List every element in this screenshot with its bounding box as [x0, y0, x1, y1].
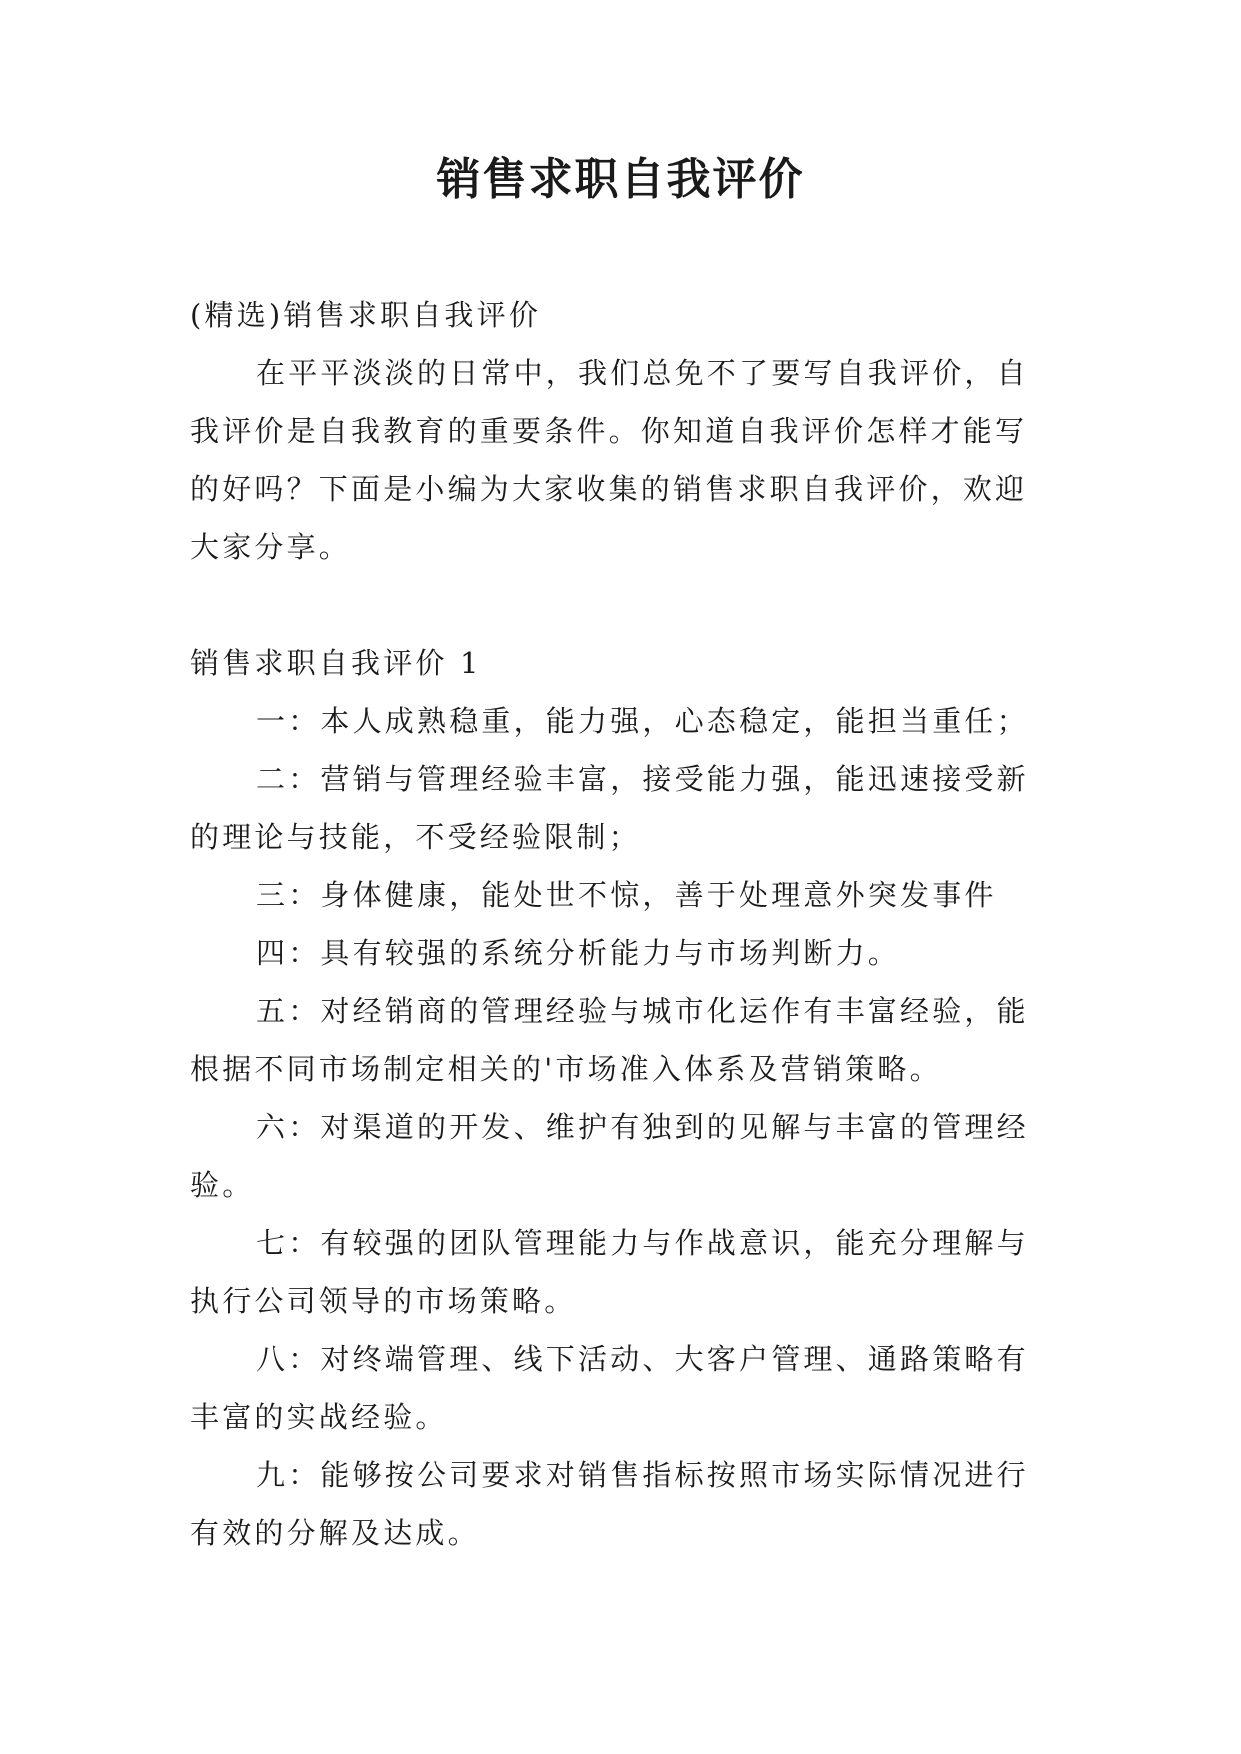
list-item-9: 九：能够按公司要求对销售指标按照市场实际情况进行有效的分解及达成。 [190, 1458, 1029, 1550]
document-subtitle: (精选)销售求职自我评价 [190, 298, 542, 332]
list-item-4: 四：具有较强的系统分析能力与市场判断力。 [256, 936, 901, 970]
paragraph-spacer [190, 576, 1050, 634]
section-heading: 销售求职自我评价 1 [190, 646, 482, 680]
intro-paragraph: 在平平淡淡的日常中，我们总免不了要写自我评价，自我评价是自我教育的重要条件。你知道自我评价怎样才能写的好吗？下面是小编为大家收集的销售求职自我评价，欢迎大家分享。 [190, 356, 1029, 564]
document-body [190, 286, 1050, 1562]
list-item-8: 八：对终端管理、线下活动、大客户管理、通路策略有丰富的实战经验。 [190, 1342, 1029, 1434]
list-item-2: 二：营销与管理经验丰富，接受能力强，能迅速接受新的理论与技能，不受经验限制； [190, 762, 1029, 854]
list-item-6: 六：对渠道的开发、维护有独到的见解与丰富的管理经验。 [190, 1110, 1029, 1202]
list-item-3: 三：身体健康，能处世不惊，善于处理意外突发事件 [256, 878, 997, 912]
list-item-7: 七：有较强的团队管理能力与作战意识，能充分理解与执行公司领导的市场策略。 [190, 1226, 1029, 1318]
document-title: 销售求职自我评价 [436, 154, 805, 205]
list-item-5: 五：对经销商的管理经验与城市化运作有丰富经验，能根据不同市场制定相关的'市场准入体系及营销策略。 [190, 994, 1029, 1086]
list-item-1: 一：本人成熟稳重，能力强，心态稳定，能担当重任； [256, 704, 1029, 738]
